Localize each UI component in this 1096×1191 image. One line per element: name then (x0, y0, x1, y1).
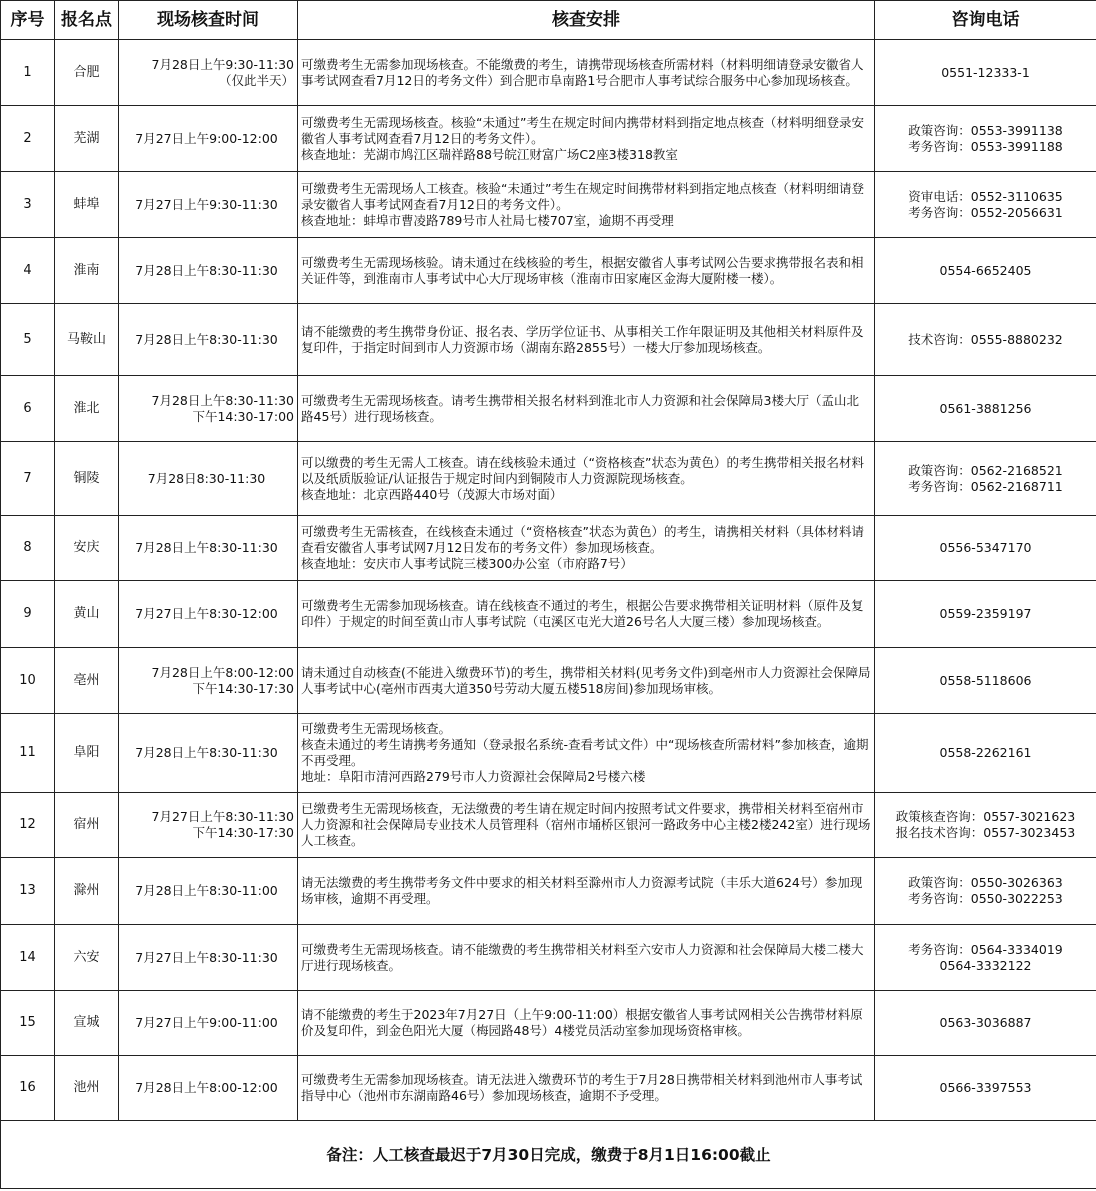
row-time: 7月28日上午8:30-11:30 (119, 304, 298, 376)
table-row (1, 858, 1096, 925)
table-row (1, 304, 1096, 376)
table-row (1, 925, 1096, 991)
row-site: 滁州 (55, 858, 119, 925)
table-row (1, 793, 1096, 858)
row-arrangement: 可缴费考生无需核查，在线核查未通过（“资格核查”状态为黄色）的考生，请携相关材料（具体材料请查看安徽省人事考试网7月12日发布的考务文件）参加现场核查。 核查地址：安庆市人事考试院三楼300办公室（市府路7号） (298, 516, 875, 581)
row-phone: 0561-3881256 (875, 376, 1096, 442)
row-arrangement: 可缴费考生无需参加现场核查。请在线核查不通过的考生，根据公告要求携带相关证明材料（原件及复印件）于规定的时间至黄山市人事考试院（屯溪区屯光大道26号名人大厦三楼）参加现场核查。 (298, 581, 875, 648)
row-time: 7月28日上午8:30-11:30 (119, 238, 298, 304)
header-site: 报名点 (55, 1, 119, 40)
row-index: 16 (1, 1056, 55, 1121)
row-index: 4 (1, 238, 55, 304)
row-phone: 0551-12333-1 (875, 40, 1096, 106)
row-time: 7月27日上午8:30-11:30 下午14:30-17:30 (119, 793, 298, 858)
row-site: 马鞍山 (55, 304, 119, 376)
row-site: 安庆 (55, 516, 119, 581)
table-row (1, 714, 1096, 793)
row-time: 7月27日上午9:00-11:00 (119, 991, 298, 1056)
table-row (1, 106, 1096, 172)
row-index: 3 (1, 172, 55, 238)
row-phone: 0558-5118606 (875, 648, 1096, 714)
row-site: 宣城 (55, 991, 119, 1056)
row-time: 7月28日8:30-11:30 (119, 442, 298, 516)
row-time: 7月28日上午8:30-11:30 (119, 714, 298, 793)
row-time: 7月27日上午8:30-12:00 (119, 581, 298, 648)
table-row (1, 1056, 1096, 1121)
row-arrangement: 请不能缴费的考生于2023年7月27日（上午9:00-11:00）根据安徽省人事考试网相关公告携带材料原价及复印件，到金色阳光大厦（梅园路48号）4楼党员活动室参加现场资格审核。 (298, 991, 875, 1056)
row-site: 芜湖 (55, 106, 119, 172)
table-row (1, 238, 1096, 304)
table-row (1, 516, 1096, 581)
row-site: 六安 (55, 925, 119, 991)
row-site: 黄山 (55, 581, 119, 648)
row-index: 10 (1, 648, 55, 714)
row-time: 7月27日上午8:30-11:30 (119, 925, 298, 991)
row-index: 14 (1, 925, 55, 991)
row-phone: 考务咨询：0564-3334019 0564-3332122 (875, 925, 1096, 991)
header-time: 现场核查时间 (119, 1, 298, 40)
header-index: 序号 (1, 1, 55, 40)
row-site: 宿州 (55, 793, 119, 858)
row-time: 7月28日上午9:30-11:30 （仅此半天） (119, 40, 298, 106)
table-row (1, 376, 1096, 442)
row-index: 11 (1, 714, 55, 793)
row-index: 5 (1, 304, 55, 376)
table-row (1, 648, 1096, 714)
row-site: 池州 (55, 1056, 119, 1121)
row-time: 7月28日上午8:00-12:00 下午14:30-17:30 (119, 648, 298, 714)
row-site: 淮南 (55, 238, 119, 304)
row-arrangement: 可缴费考生无需现场人工核查。核验“未通过”考生在规定时间携带材料到指定地点核查（材料明细请登录安徽省人事考试网查看7月12日的考务文件）。 核查地址：蚌埠市曹凌路789号市人社局七楼707室，逾期不再受理 (298, 172, 875, 238)
note-text: 备注：人工核查最迟于7月30日完成，缴费于8月1日16:00截止 (1, 1121, 1096, 1189)
row-arrangement: 可缴费考生无需现场核查。 核查未通过的考生请携考务通知（登录报名系统-查看考试文件）中“现场核查所需材料”参加核查，逾期不再受理。 地址：阜阳市清河西路279号市人力资源社会保障局2号楼六楼 (298, 714, 875, 793)
row-arrangement: 可缴费考生无需参加现场核查。请无法进入缴费环节的考生于7月28日携带相关材料到池州市人事考试指导中心（池州市东湖南路46号）参加现场核查，逾期不予受理。 (298, 1056, 875, 1121)
row-phone: 0566-3397553 (875, 1056, 1096, 1121)
table-row (1, 991, 1096, 1056)
row-phone: 0558-2262161 (875, 714, 1096, 793)
table-row (1, 172, 1096, 238)
row-site: 阜阳 (55, 714, 119, 793)
row-arrangement: 可缴费考生无需参加现场核查。不能缴费的考生，请携带现场核查所需材料（材料明细请登录安徽省人事考试网查看7月12日的考务文件）到合肥市阜南路1号合肥市人事考试综合服务中心参加现场核查。 (298, 40, 875, 106)
row-index: 12 (1, 793, 55, 858)
row-index: 15 (1, 991, 55, 1056)
row-arrangement: 可缴费考生无需现场核查。请不能缴费的考生携带相关材料至六安市人力资源和社会保障局大楼二楼大厅进行现场核查。 (298, 925, 875, 991)
row-index: 6 (1, 376, 55, 442)
row-time: 7月27日上午9:30-11:30 (119, 172, 298, 238)
row-time: 7月27日上午9:00-12:00 (119, 106, 298, 172)
row-phone: 0563-3036887 (875, 991, 1096, 1056)
row-phone: 0559-2359197 (875, 581, 1096, 648)
row-arrangement: 请不能缴费的考生携带身份证、报名表、学历学位证书、从事相关工作年限证明及其他相关材料原件及复印件，于指定时间到市人力资源市场（湖南东路2855号）一楼大厅参加现场核查。 (298, 304, 875, 376)
row-index: 8 (1, 516, 55, 581)
row-arrangement: 可缴费考生无需现场核查。核验“未通过”考生在规定时间内携带材料到指定地点核查（材料明细登录安徽省人事考试网查看7月12日的考务文件）。 核查地址：芜湖市鸠江区瑞祥路88号皖江财富广场C2座3楼318教室 (298, 106, 875, 172)
row-index: 1 (1, 40, 55, 106)
table-row (1, 40, 1096, 106)
row-arrangement: 可缴费考生无需现场核验。请未通过在线核验的考生，根据安徽省人事考试网公告要求携带报名表和相关证件等，到淮南市人事考试中心大厅现场审核（淮南市田家庵区金海大厦附楼一楼）。 (298, 238, 875, 304)
row-time: 7月28日上午8:00-12:00 (119, 1056, 298, 1121)
row-phone: 技术咨询：0555-8880232 (875, 304, 1096, 376)
row-phone: 0556-5347170 (875, 516, 1096, 581)
header-phone: 咨询电话 (875, 1, 1096, 40)
header-arrangement: 核查安排 (298, 1, 875, 40)
row-phone: 政策咨询：0562-2168521 考务咨询：0562-2168711 (875, 442, 1096, 516)
row-arrangement: 已缴费考生无需现场核查，无法缴费的考生请在规定时间内按照考试文件要求，携带相关材料至宿州市人力资源和社会保障局专业技术人员管理科（宿州市埇桥区银河一路政务中心主楼2楼242室）进行现场人工核查。 (298, 793, 875, 858)
header-row (1, 1, 1096, 40)
table-row (1, 442, 1096, 516)
row-time: 7月28日上午8:30-11:00 (119, 858, 298, 925)
row-site: 亳州 (55, 648, 119, 714)
row-phone: 政策咨询：0550-3026363 考务咨询：0550-3022253 (875, 858, 1096, 925)
row-arrangement: 可以缴费的考生无需人工核查。请在线核验未通过（“资格核查”状态为黄色）的考生携带相关报名材料以及纸质版验证/认证报告于规定时间内到铜陵市人力资源院现场核查。 核查地址：北京西路440号（茂源大市场对面） (298, 442, 875, 516)
note-row (1, 1121, 1096, 1189)
table-row (1, 581, 1096, 648)
row-arrangement: 可缴费考生无需现场核查。请考生携带相关报名材料到淮北市人力资源和社会保障局3楼大厅（孟山北路45号）进行现场核查。 (298, 376, 875, 442)
row-site: 合肥 (55, 40, 119, 106)
row-site: 蚌埠 (55, 172, 119, 238)
row-index: 13 (1, 858, 55, 925)
row-site: 铜陵 (55, 442, 119, 516)
row-phone: 政策核查咨询：0557-3021623 报名技术咨询：0557-3023453 (875, 793, 1096, 858)
row-arrangement: 请未通过自动核查(不能进入缴费环节)的考生，携带相关材料(见考务文件)到亳州市人力资源社会保障局人事考试中心(亳州市西夷大道350号劳动大厦五楼518房间)参加现场审核。 (298, 648, 875, 714)
row-index: 7 (1, 442, 55, 516)
row-time: 7月28日上午8:30-11:30 (119, 516, 298, 581)
row-index: 2 (1, 106, 55, 172)
row-phone: 0554-6652405 (875, 238, 1096, 304)
row-phone: 政策咨询：0553-3991138 考务咨询：0553-3991188 (875, 106, 1096, 172)
row-time: 7月28日上午8:30-11:30 下午14:30-17:00 (119, 376, 298, 442)
row-index: 9 (1, 581, 55, 648)
row-site: 淮北 (55, 376, 119, 442)
row-phone: 资审电话：0552-3110635 考务咨询：0552-2056631 (875, 172, 1096, 238)
row-arrangement: 请无法缴费的考生携带考务文件中要求的相关材料至滁州市人力资源考试院（丰乐大道624号）参加现场审核，逾期不再受理。 (298, 858, 875, 925)
